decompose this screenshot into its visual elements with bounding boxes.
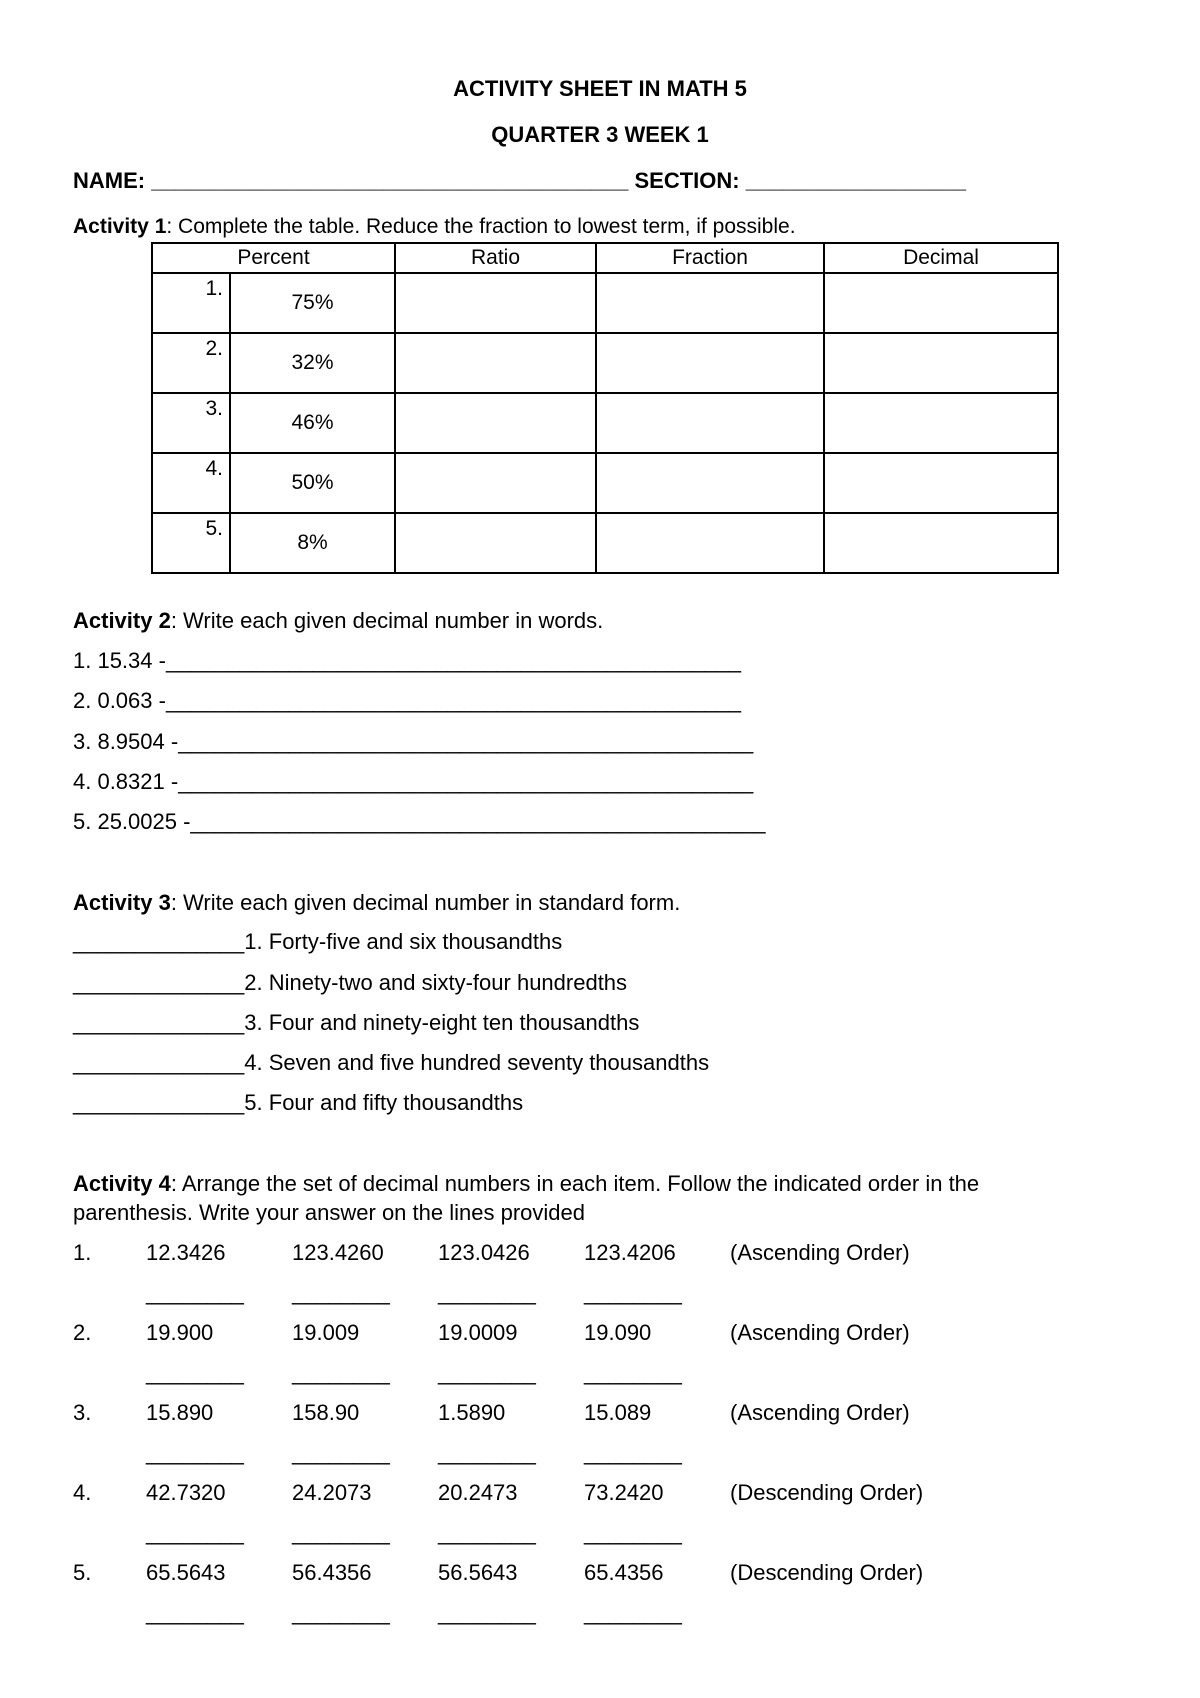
- activity2-item[interactable]: 2. 0.063 -_______________________________________________: [73, 688, 742, 713]
- row-percent: 46%: [230, 393, 395, 453]
- row-percent: 75%: [230, 273, 395, 333]
- answer-blank[interactable]: ________: [438, 1600, 536, 1625]
- answer-blank[interactable]: ________: [146, 1520, 244, 1545]
- item-number: 5.: [73, 1560, 92, 1585]
- row-number: 2.: [152, 333, 230, 393]
- activity1-instruction: : Complete the table. Reduce the fraction to lowest term, if possible.: [166, 215, 796, 238]
- item-value: 73.2420: [584, 1480, 664, 1505]
- activity3-instruction: : Write each given decimal number in standard form.: [170, 890, 681, 915]
- item-number: 3.: [73, 1400, 92, 1425]
- table-row: [152, 333, 1058, 393]
- item-value: 15.089: [584, 1400, 652, 1425]
- activity4-heading: [73, 1171, 979, 1197]
- activity3-label: Activity 3: [73, 890, 171, 915]
- activity4-label: Activity 4: [73, 1171, 171, 1196]
- activity1-table: [151, 242, 1059, 574]
- answer-blank[interactable]: ________: [292, 1600, 390, 1625]
- activity3-item[interactable]: ______________3. Four and ninety-eight ten thousandths: [73, 1010, 640, 1035]
- item-value: 65.5643: [146, 1560, 226, 1585]
- fraction-answer-cell[interactable]: [596, 393, 824, 453]
- row-number: 5.: [152, 513, 230, 573]
- activity1-label: Activity 1: [73, 215, 167, 238]
- answer-blank[interactable]: ________: [146, 1280, 244, 1305]
- answer-blank[interactable]: ________: [584, 1600, 682, 1625]
- item-order: (Ascending Order): [730, 1240, 910, 1265]
- row-number: 4.: [152, 453, 230, 513]
- item-order: (Descending Order): [730, 1480, 924, 1505]
- item-value: 20.2473: [438, 1480, 518, 1505]
- row-percent: 8%: [230, 513, 395, 573]
- item-order: (Descending Order): [730, 1560, 924, 1585]
- activity2-item[interactable]: 3. 8.9504 -_______________________________________________: [73, 729, 754, 754]
- page-subtitle: QUARTER 3 WEEK 1: [491, 122, 709, 147]
- item-order: (Ascending Order): [730, 1400, 910, 1425]
- item-value: 123.0426: [438, 1240, 530, 1265]
- activity4-instruction: : Arrange the set of decimal numbers in each item. Follow the indicated order in the: [170, 1171, 980, 1196]
- ratio-answer-cell[interactable]: [395, 453, 596, 513]
- answer-blank[interactable]: ________: [438, 1520, 536, 1545]
- item-number: 2.: [73, 1320, 92, 1345]
- activity2-instruction: : Write each given decimal number in words.: [170, 608, 604, 633]
- answer-blank[interactable]: ________: [292, 1520, 390, 1545]
- table-row: [152, 273, 1058, 333]
- item-value: 19.0009: [438, 1320, 518, 1345]
- item-value: 12.3426: [146, 1240, 226, 1265]
- row-number: 1.: [152, 273, 230, 333]
- activity3-item[interactable]: ______________2. Ninety-two and sixty-four hundredths: [73, 970, 628, 995]
- decimal-answer-cell[interactable]: [824, 453, 1058, 513]
- fraction-answer-cell[interactable]: [596, 273, 824, 333]
- page-title: ACTIVITY SHEET IN MATH 5: [453, 76, 747, 101]
- ratio-answer-cell[interactable]: [395, 513, 596, 573]
- item-value: 19.900: [146, 1320, 214, 1345]
- item-value: 158.90: [292, 1400, 360, 1425]
- item-value: 42.7320: [146, 1480, 226, 1505]
- answer-blank[interactable]: ________: [438, 1360, 536, 1385]
- activity3-item[interactable]: ______________5. Four and fifty thousandths: [73, 1090, 524, 1115]
- activity2-item[interactable]: 1. 15.34 -_______________________________________________: [73, 648, 742, 673]
- name-section-field[interactable]: NAME: _______________________________________ SECTION: __________________: [73, 168, 966, 193]
- item-value: 56.4356: [292, 1560, 372, 1585]
- answer-blank[interactable]: ________: [292, 1360, 390, 1385]
- activity3-item[interactable]: ______________4. Seven and five hundred seventy thousandths: [73, 1050, 710, 1075]
- decimal-answer-cell[interactable]: [824, 333, 1058, 393]
- answer-blank[interactable]: ________: [584, 1280, 682, 1305]
- answer-blank[interactable]: ________: [146, 1600, 244, 1625]
- fraction-answer-cell[interactable]: [596, 333, 824, 393]
- activity3-heading: [73, 890, 680, 916]
- col-header-ratio: Ratio: [395, 243, 596, 273]
- col-header-fraction: Fraction: [596, 243, 824, 273]
- fraction-answer-cell[interactable]: [596, 453, 824, 513]
- answer-blank[interactable]: ________: [292, 1280, 390, 1305]
- ratio-answer-cell[interactable]: [395, 333, 596, 393]
- item-value: 15.890: [146, 1400, 214, 1425]
- table-row: [152, 453, 1058, 513]
- decimal-answer-cell[interactable]: [824, 393, 1058, 453]
- activity2-label: Activity 2: [73, 608, 171, 633]
- activity2-item[interactable]: 5. 25.0025 -_______________________________________________: [73, 809, 766, 834]
- item-number: 4.: [73, 1480, 92, 1505]
- item-order: (Ascending Order): [730, 1320, 910, 1345]
- answer-blank[interactable]: ________: [146, 1440, 244, 1465]
- ratio-answer-cell[interactable]: [395, 273, 596, 333]
- row-percent: 32%: [230, 333, 395, 393]
- answer-blank[interactable]: ________: [292, 1440, 390, 1465]
- item-value: 123.4206: [584, 1240, 676, 1265]
- item-value: 19.009: [292, 1320, 360, 1345]
- item-value: 65.4356: [584, 1560, 664, 1585]
- answer-blank[interactable]: ________: [438, 1440, 536, 1465]
- col-header-percent: Percent: [152, 243, 395, 273]
- col-header-decimal: Decimal: [824, 243, 1058, 273]
- table-row: [152, 393, 1058, 453]
- item-value: 56.5643: [438, 1560, 518, 1585]
- activity2-heading: [73, 608, 603, 634]
- activity1-heading: [73, 215, 796, 239]
- answer-blank[interactable]: ________: [438, 1280, 536, 1305]
- table-header-row: [152, 243, 1058, 273]
- table-row: [152, 513, 1058, 573]
- decimal-answer-cell[interactable]: [824, 513, 1058, 573]
- activity4-instruction-cont: parenthesis. Write your answer on the lines provided: [73, 1200, 585, 1225]
- answer-blank[interactable]: ________: [584, 1440, 682, 1465]
- row-percent: 50%: [230, 453, 395, 513]
- answer-blank[interactable]: ________: [584, 1360, 682, 1385]
- item-value: 19.090: [584, 1320, 652, 1345]
- answer-blank[interactable]: ________: [584, 1520, 682, 1545]
- row-number: 3.: [152, 393, 230, 453]
- answer-blank[interactable]: ________: [146, 1360, 244, 1385]
- ratio-answer-cell[interactable]: [395, 393, 596, 453]
- item-value: 1.5890: [438, 1400, 506, 1425]
- fraction-answer-cell[interactable]: [596, 513, 824, 573]
- activity2-item[interactable]: 4. 0.8321 -_______________________________________________: [73, 769, 754, 794]
- item-number: 1.: [73, 1240, 92, 1265]
- item-value: 24.2073: [292, 1480, 372, 1505]
- activity3-item[interactable]: ______________1. Forty-five and six thousandths: [73, 929, 563, 954]
- decimal-answer-cell[interactable]: [824, 273, 1058, 333]
- item-value: 123.4260: [292, 1240, 384, 1265]
